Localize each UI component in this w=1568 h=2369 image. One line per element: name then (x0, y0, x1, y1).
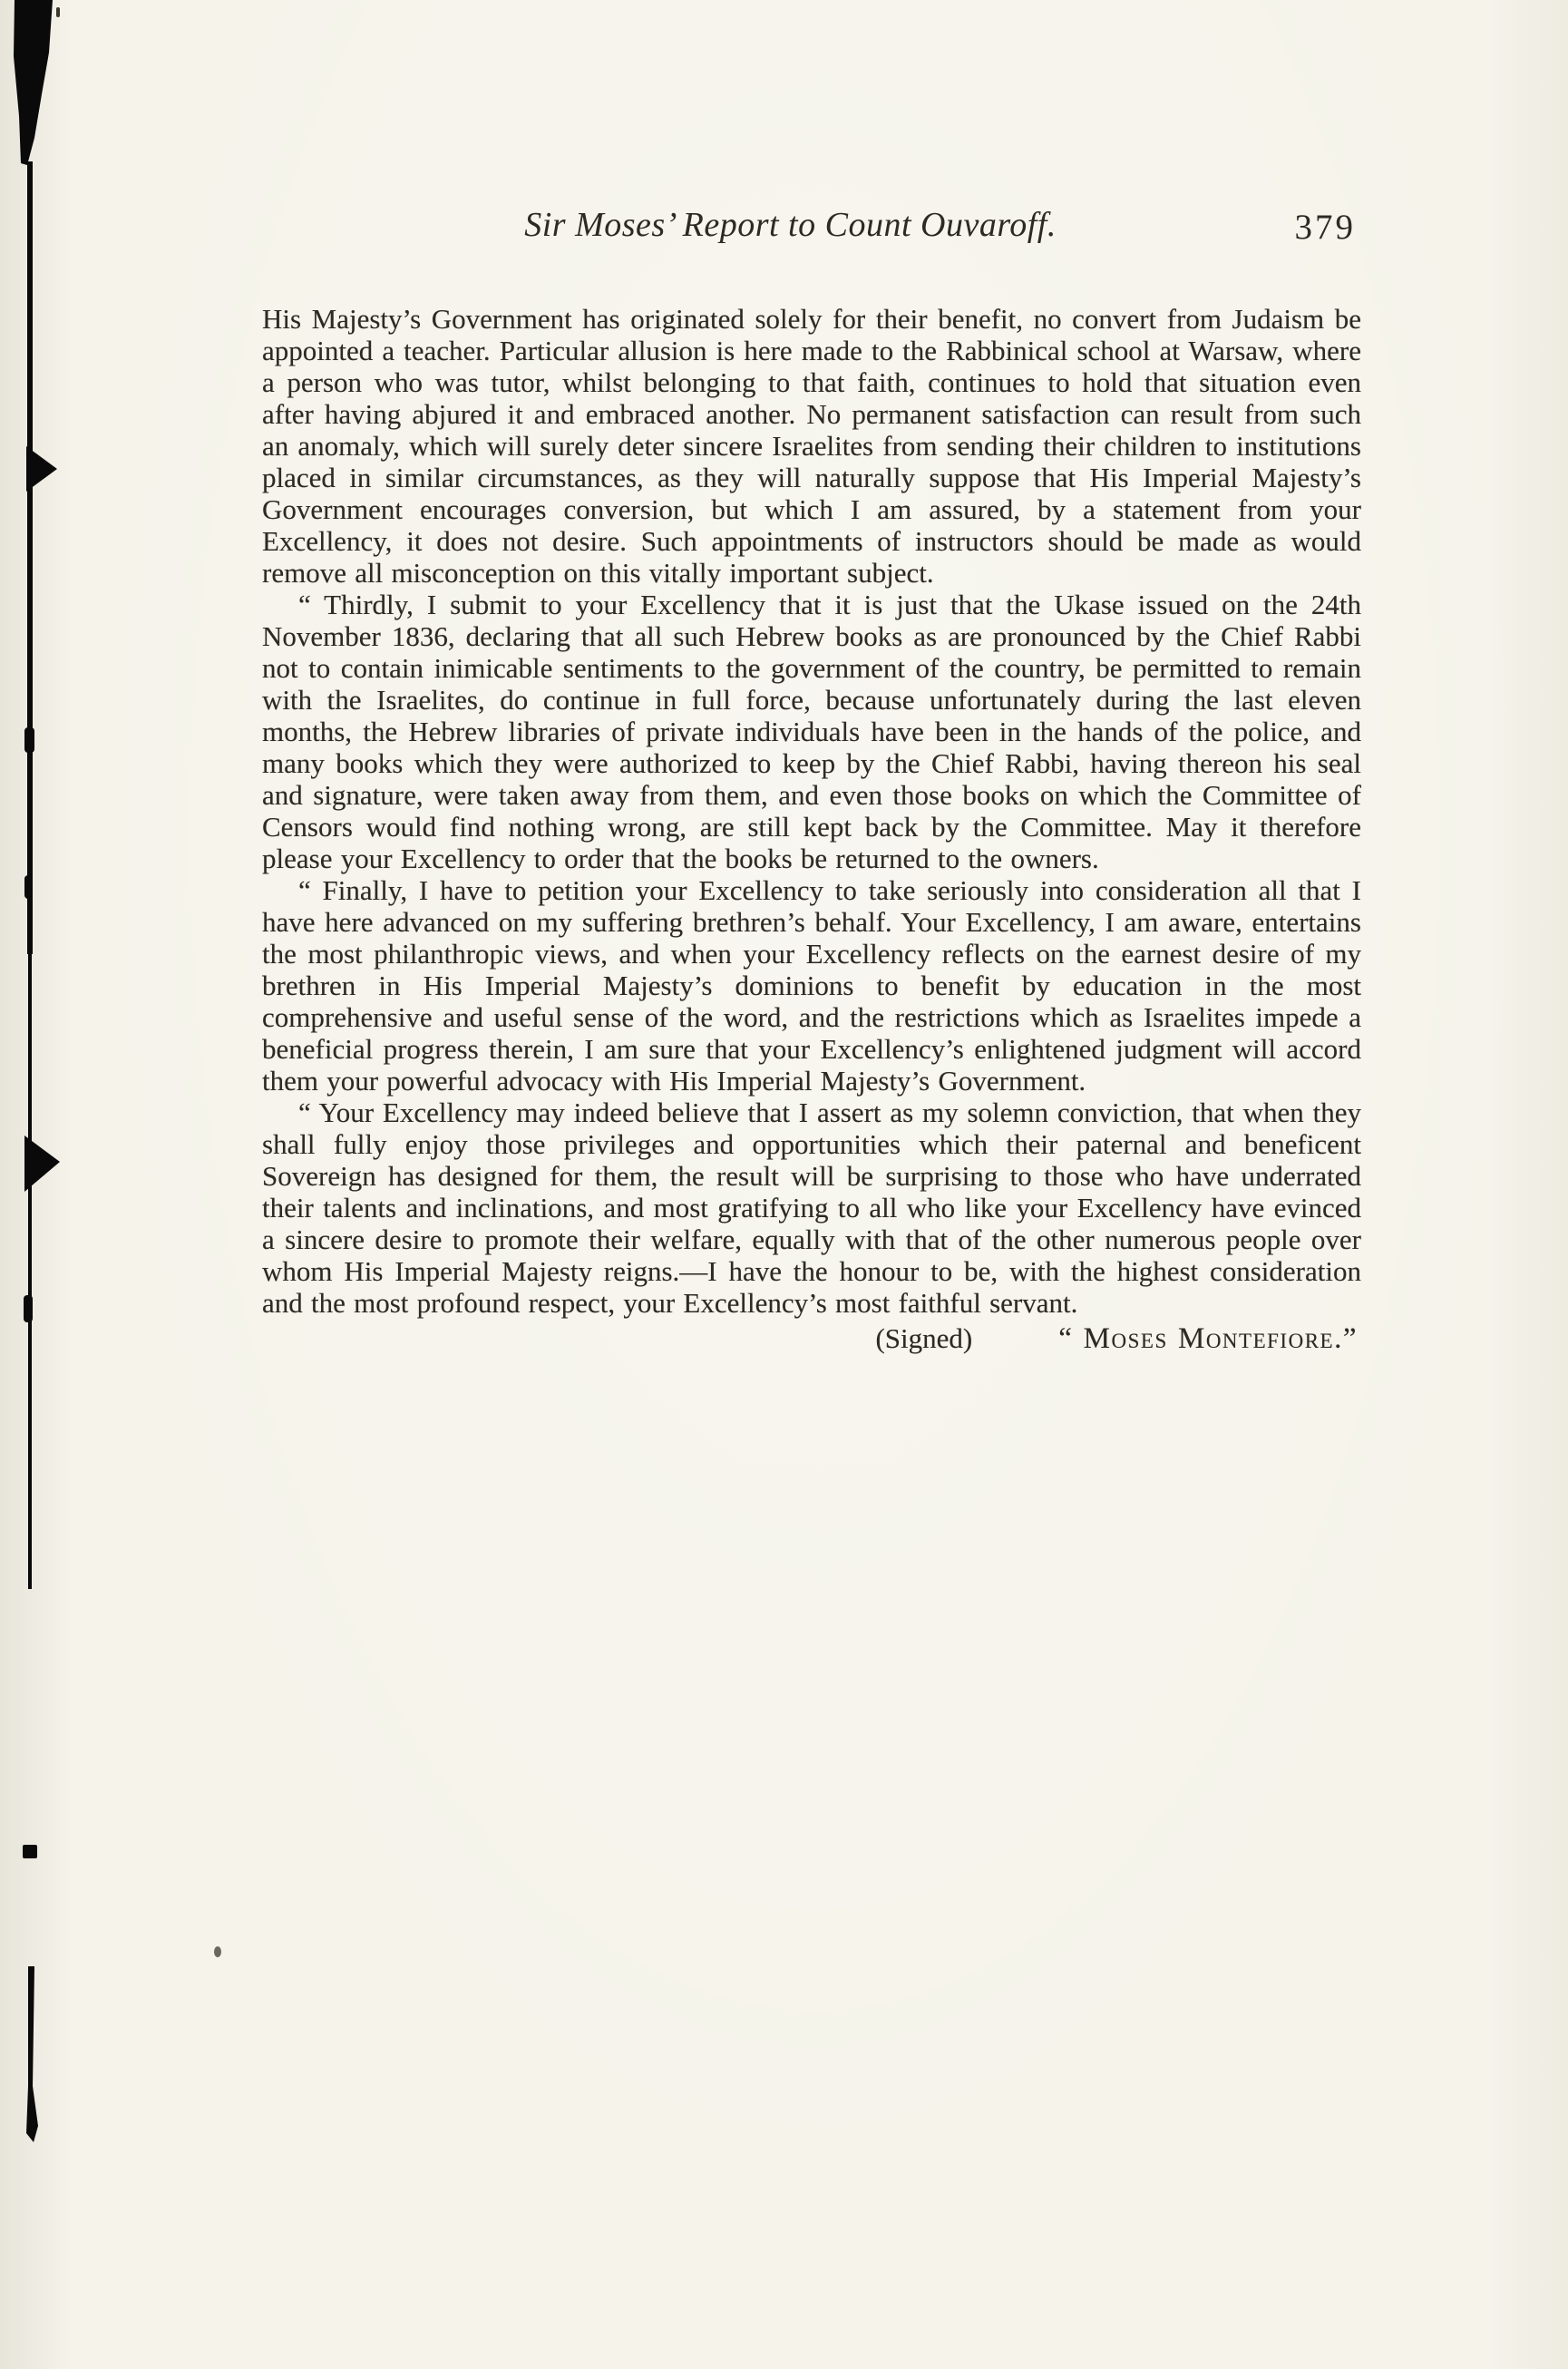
page-header (262, 205, 1361, 252)
signature-name: “ Moses Montefiore.” (1058, 1322, 1358, 1355)
body-paragraph-2: “ Thirdly, I submit to your Excellency that it is just that the Ukase issued on the 24th November 1836, declaring that all such Hebrew books as are pronounced by the Chief Rabbi not to contain inimicable sentiments to the government of the country, be permitted to remain with the Israelites, do continue in full force, because unfortunately during the last eleven months, the Hebrew libraries of private individuals have been in the hands of the police, and many books which they were authorized to keep by the Chief Rabbi, having thereon his seal and signature, were taken away from them, and even those books on which the Committee of Censors would find nothing wrong, are still kept back by the Committee. May it therefore please your Excellency to order that the books be returned to the owners. (262, 589, 1361, 874)
text-column (262, 303, 1361, 1355)
page-number: 379 (1294, 208, 1356, 247)
signed-label: (Signed) (875, 1322, 973, 1354)
body-paragraph-3: “ Finally, I have to petition your Excellency to take seriously into consideration all that I have here advanced on my suffering brethren’s behalf. Your Excellency, I am aware, entertains the most philanthropic views, and when your Excellency reflects on the earnest desire of my brethren in His Imperial Majesty’s dominions to benefit by education in the most comprehensive and useful sense of the word, and the restrictions which as Israelites impede a beneficial progress therein, I am sure that your Excellency’s enlightened judgment will accord them your powerful advocacy with His Imperial Majesty’s Government. (262, 874, 1361, 1097)
signature-line (262, 1322, 1361, 1355)
body-paragraph-4: “ Your Excellency may indeed believe that I assert as my solemn conviction, that when they shall fully enjoy those privileges and opportunities which their paternal and beneficent Sovereign has designed for them, the result will be surprising to those who have underrated their talents and inclinations, and most gratifying to all who like your Excellency have evinced a sincere desire to promote their welfare, equally with that of the other numerous people over whom His Imperial Majesty reigns.—I have the honour to be, with the highest consideration and the most profound respect, your Excellency’s most faithful servant. (262, 1097, 1361, 1319)
running-title: Sir Moses’ Report to Count Ouvaroff. (524, 206, 1057, 244)
body-paragraph-1: His Majesty’s Government has originated solely for their benefit, no convert from Judaism be appointed a teacher. Particular allusion is here made to the Rabbinical school at Warsaw, where a person who was tutor, whilst belonging to that faith, continues to hold that situation even after having abjured it and embraced another. No permanent satisfaction can result from such an anomaly, which will surely deter sincere Israelites from sending their children to institutions placed in similar circumstances, as they will naturally suppose that His Imperial Majesty’s Government encourages conversion, but which I am assured, by a statement from your Excellency, it does not desire. Such appointments of instructors should be made as would remove all misconception on this vitally important subject. (262, 303, 1361, 589)
